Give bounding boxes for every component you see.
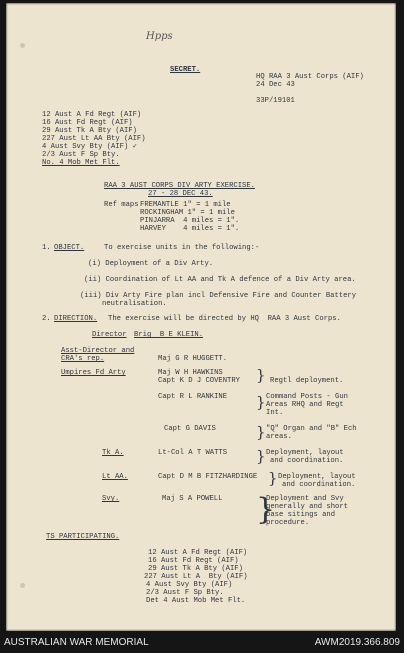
brace: } [268,469,278,487]
object-item: (iii) Div Arty Fire plan incl Defensive Fire and Counter Battery [80,292,357,300]
brace: } [256,423,266,441]
svy-duty: generally and short [266,503,348,511]
participating-unit: 12 Aust A Fd Regt (AIF) [148,549,248,557]
svy-duty: base sitings and [266,511,336,519]
ltaa-duty: Deployment, layout [278,473,356,481]
svy-duty: Deployment and Svy [266,495,344,503]
ref-map: FREMANTLE 1" = 1 mile [140,201,231,209]
umpires-label: Umpires Fd Arty [61,369,126,377]
section-number: 2. [42,315,51,323]
distribution-item: No. 4 Mob Met Flt. [42,159,120,167]
svy-duty: procedure. [266,519,310,527]
umpire-name: Maj W H HAWKINS [158,369,223,377]
footer-bar [0,631,404,653]
distribution-item: 12 Aust A Fd Regt (AIF) [42,111,142,119]
umpire-name: Capt R L RANKINE [158,393,228,401]
distribution-item: 227 Aust Lt AA Bty (AIF) [42,135,146,143]
distribution-item: 29 Aust Tk A Bty (AIF) [42,127,137,135]
exercise-title: RAA 3 AUST CORPS DIV ARTY EXERCISE. [104,182,255,190]
participating-heading: TS PARTICIPATING. [46,533,120,541]
ref-map: ROCKINGHAM 1" = 1 mile [140,209,235,217]
asst-director-label: CRA's rep. [61,355,105,363]
umpire-name: Capt K D J COVENTRY [158,377,240,385]
section-heading: OBJECT. [54,244,85,252]
punch-hole [20,43,25,48]
exercise-dates: 27 - 28 DEC 43. [148,190,213,198]
hq-line: 24 Dec 43 [256,81,295,89]
tka-label: Tk A. [102,449,124,457]
distribution-item: 2/3 Aust F Sp Bty. [42,151,120,159]
hq-line: 33P/19101 [256,97,295,105]
umpire-name: Capt G DAVIS [164,425,216,433]
punch-hole [20,583,25,588]
classification: SECRET. [170,66,201,74]
director-value: Brig B E KLEIN. [134,331,204,339]
tka-duty: Deployment, layout [266,449,344,457]
hq-line: HQ RAA 3 Aust Corps (AIF) [256,73,364,81]
object-item: neutralisation. [102,300,167,308]
participating-unit: Det 4 Aust Mob Met Flt. [146,597,246,605]
participating-unit: 16 Aust Fd Regt (AIF) [148,557,239,565]
distribution-item: 4 Aust Svy Bty (AIF) ✓ [42,143,137,151]
svy-label: Svy. [102,495,120,503]
umpire-duty: Command Posts - Gun [266,393,348,401]
brace: } [256,366,266,384]
participating-unit: 4 Aust Svy Bty (AIF) [146,581,233,589]
director-label: Director [92,331,127,339]
brace: } [256,447,266,465]
section-text: The exercise will be directed by HQ RAA 3 Aust Corps. [108,315,341,323]
distribution-item: 16 Aust Fd Regt (AIF) [42,119,133,127]
object-item: (i) Deployment of a Div Arty. [88,260,214,268]
ref-map: PINJARRA 4 miles = 1". [140,217,240,225]
umpire-duty: Regtl deployment. [270,377,344,385]
ltaa-name: Capt D M B FITZHARDINGE [158,473,258,481]
ltaa-duty: and coordination. [282,481,356,489]
ltaa-label: Lt AA. [102,473,128,481]
footer-accession: AWM2019.366.809 [314,637,400,648]
umpire-duty: areas. [266,433,292,441]
brace: } [256,492,276,527]
svy-name: Maj S A POWELL [162,495,223,503]
participating-unit: 227 Aust Lt A Bty (AIF) [144,573,248,581]
umpire-duty: Areas RHQ and Regt [266,401,344,409]
tka-duty: and coordination. [270,457,344,465]
ref-maps-label: Ref maps [104,201,139,209]
section-number: 1. [42,244,51,252]
object-item: (ii) Coordination of Lt AA and Tk A defence of a Div Arty area. [84,276,356,284]
section-heading: DIRECTION. [54,315,98,323]
tka-name: Lt-Col A T WATTS [158,449,228,457]
asst-director-value: Maj G R HUGGETT. [158,355,228,363]
umpire-duty: Int. [266,409,284,417]
asst-director-label: Asst-Director and [61,347,135,355]
footer-source: AUSTRALIAN WAR MEMORIAL [4,637,149,648]
umpire-duty: "Q" Organ and "B" Ech [266,425,357,433]
section-text: To exercise units in the following:- [104,244,260,252]
document-page [6,3,396,631]
handwritten-note: Hpps [146,31,173,42]
ref-map: HARVEY 4 miles = 1". [140,225,240,233]
brace: } [256,393,266,411]
participating-unit: 2/3 Aust F Sp Bty. [146,589,224,597]
participating-unit: 29 Aust Tk A Bty (AIF) [148,565,243,573]
